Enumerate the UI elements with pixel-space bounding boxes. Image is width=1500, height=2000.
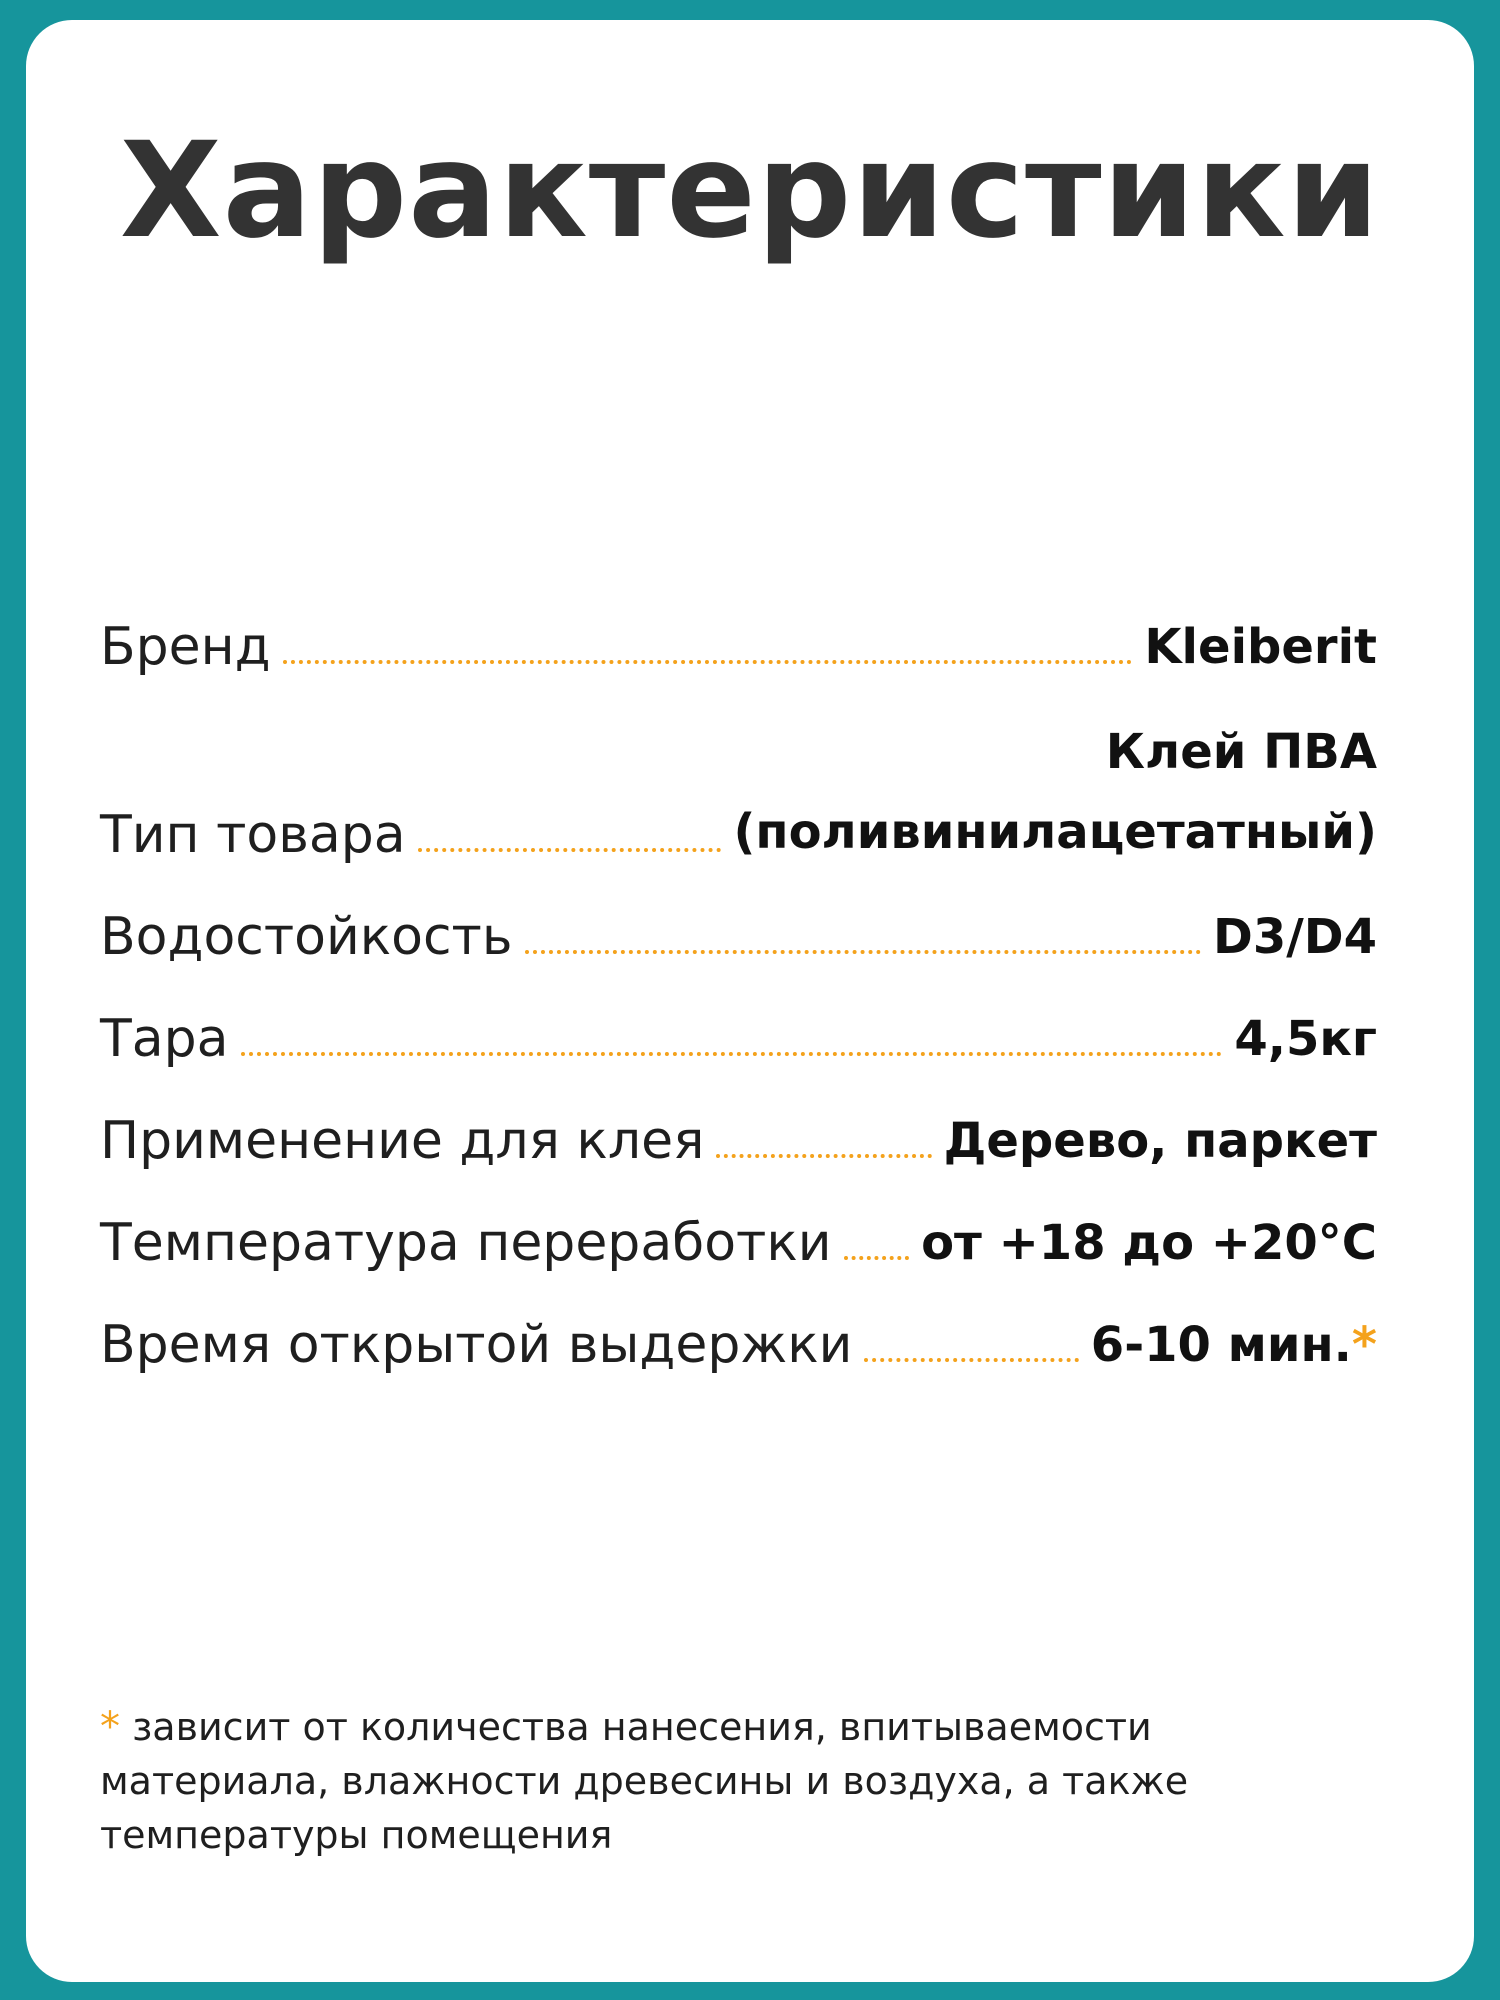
- footnote-text: зависит от количества нанесения, впитываемости материала, влажности древесины и воздуха, а также температуры помещения: [100, 1705, 1189, 1857]
- spec-label: Бренд: [100, 617, 271, 677]
- spec-row-application: [100, 1104, 1377, 1178]
- spec-value: [1091, 1308, 1377, 1382]
- spec-value-text: 6-10 мин.: [1090, 1317, 1352, 1373]
- dotted-leader: [864, 1358, 1078, 1362]
- dotted-leader: [716, 1154, 931, 1158]
- spec-value: Kleiberit: [1144, 619, 1377, 675]
- spec-label: Применение для клея: [100, 1111, 705, 1171]
- spec-label: Тара: [100, 1009, 229, 1069]
- spec-list: [100, 610, 1377, 1410]
- dotted-leader: [241, 1052, 1223, 1056]
- characteristics-card: [26, 20, 1474, 1982]
- spec-row-product-type: [100, 712, 1377, 872]
- dotted-leader: [283, 660, 1133, 664]
- dotted-leader: [844, 1256, 910, 1260]
- asterisk-marker: *: [100, 1704, 120, 1750]
- spec-label: Время открытой выдержки: [100, 1315, 853, 1375]
- spec-row-open-time: [100, 1308, 1377, 1382]
- spec-label: Тип товара: [100, 805, 406, 865]
- spec-value: от +18 до +20°C: [921, 1215, 1377, 1271]
- spec-value-line: Клей ПВА: [1105, 724, 1377, 780]
- page-title: Характеристики: [119, 114, 1381, 268]
- spec-label: Температура переработки: [100, 1213, 832, 1273]
- spec-value: Дерево, паркет: [943, 1113, 1377, 1169]
- spec-value: [733, 712, 1377, 872]
- dotted-leader: [418, 848, 722, 852]
- asterisk-marker: *: [1351, 1317, 1377, 1373]
- spec-row-brand: [100, 610, 1377, 684]
- spec-value: D3/D4: [1212, 909, 1377, 965]
- spec-value-line: (поливинилацетатный): [733, 804, 1377, 860]
- spec-row-package: [100, 1002, 1377, 1076]
- spec-value: 4,5кг: [1234, 1011, 1377, 1067]
- spec-row-temperature: [100, 1206, 1377, 1280]
- dotted-leader: [525, 950, 1201, 954]
- footnote: [100, 1700, 1354, 1862]
- spec-label: Водостойкость: [100, 907, 513, 967]
- spec-row-water-resistance: [100, 900, 1377, 974]
